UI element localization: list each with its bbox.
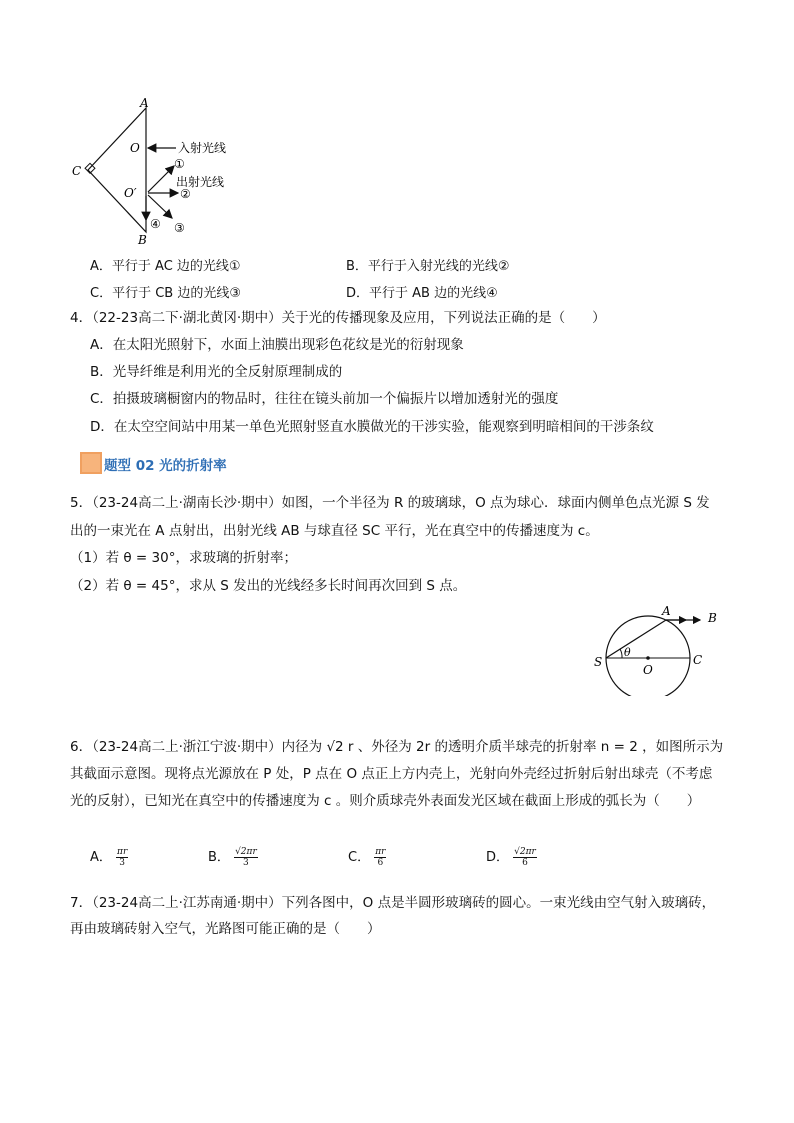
q7-line-2: 再由玻璃砖射入空气，光路图可能正确的是（ ） [70, 921, 381, 937]
ray-1 [148, 166, 174, 192]
prism-triangle [88, 108, 146, 232]
q4-option-a[interactable]: A．在太阳光照射下，水面上油膜出现彩色花纹是光的衍射现象 [90, 337, 464, 353]
fraction: $\frac{\pi r}{6}$ [375, 847, 386, 868]
q4-option-b[interactable]: B．光导纤维是利用光的全反射原理制成的 [90, 364, 343, 380]
q6-answer-a[interactable]: A． $\frac{\pi r}{3}$ [90, 847, 128, 868]
fraction: $\frac{√2\pi r}{3}$ [235, 847, 257, 868]
q5-part-1: （1）若 θ = 30°，求玻璃的折射率； [70, 550, 297, 566]
label-C: C [72, 164, 82, 178]
label-3: ③ [174, 221, 185, 235]
glass-sphere-diagram [590, 604, 730, 696]
q3-option-d[interactable]: D．平行于 AB 边的光线④ [346, 286, 498, 301]
exit-label: 出射光线 [176, 175, 225, 189]
q6-answer-c[interactable]: C． $\frac{\pi r}{6}$ [348, 847, 386, 868]
q4-option-d[interactable]: D．在太空空间站中用某一单色光照射竖直水膜做光的干涉实验，能观察到明暗相间的干涉条纹 [90, 419, 654, 435]
label-B: B [138, 233, 147, 247]
sphere-circle [606, 616, 690, 696]
theta-arc [620, 649, 622, 658]
q6-line-1: 6．（23-24高二上·浙江宁波·期中）内径为 √2 r 、外径为 2r 的透明介质半球壳的折射率 n = 2 ，如图所示为 [70, 739, 724, 755]
section-title: 题型 02 光的折射率 [104, 458, 227, 474]
q6-answer-b[interactable]: B． $\frac{√2\pi r}{3}$ [208, 847, 257, 868]
q6-line-2: 其截面示意图。现将点光源放在 P 处，P 点在 O 点正上方内壳上，光射向外壳经过折射后射出球壳（不考虑 [70, 766, 713, 782]
ray-3 [148, 195, 172, 218]
label-O: O [643, 663, 653, 677]
section-header [80, 452, 280, 474]
fraction: $\frac{\pi r}{3}$ [117, 847, 128, 868]
label-A: A [140, 96, 149, 110]
q4-option-c[interactable]: C．拍摄玻璃橱窗内的物品时，往往在镜头前加一个偏振片以增加透射光的强度 [90, 391, 559, 407]
q3-option-a[interactable]: A．平行于 AC 边的光线① [90, 259, 241, 274]
q3-option-c[interactable]: C．平行于 CB 边的光线③ [90, 286, 241, 301]
label-2: ② [180, 187, 191, 201]
center-point [646, 656, 650, 660]
label-C: C [693, 653, 703, 667]
q5-line-1: 5．（23-24高二上·湖南长沙·期中）如图，一个半径为 R 的玻璃球，O 点为球心．球面内侧单色点光源 S 发 [70, 495, 710, 511]
prism-ray-diagram [66, 96, 256, 248]
q6-answer-d[interactable]: D． $\frac{√2\pi r}{6}$ [486, 847, 536, 868]
label-O: O [130, 141, 140, 155]
label-A: A [662, 604, 671, 618]
label-1: ① [174, 157, 185, 171]
q6-line-3: 光的反射），已知光在真空中的传播速度为 c 。则介质球壳外表面发光区域在截面上形成的弧长为（ ） [70, 793, 701, 809]
label-S: S [594, 655, 603, 669]
label-4: ④ [150, 217, 161, 231]
q4-stem: 4．（22-23高二下·湖北黄冈·期中）关于光的传播现象及应用，下列说法正确的是（ ） [70, 310, 606, 326]
label-B: B [708, 611, 717, 625]
label-O-prime: O′ [124, 186, 137, 200]
q7-line-1: 7．（23-24高二上·江苏南通·期中）下列各图中，O 点是半圆形玻璃砖的圆心。一束光线由空气射入玻璃砖， [70, 895, 716, 911]
q5-part-2: （2）若 θ = 45°，求从 S 发出的光线经多长时间再次回到 S 点。 [70, 578, 467, 594]
incident-label: 入射光线 [178, 141, 227, 155]
label-theta: θ [624, 646, 631, 659]
ray-SA [606, 620, 666, 658]
q5-line-2: 出的一束光在 A 点射出，出射光线 AB 与球直径 SC 平行，光在真空中的传播速度为 c。 [70, 523, 599, 539]
fraction: $\frac{√2\pi r}{6}$ [514, 847, 536, 868]
q3-option-b[interactable]: B．平行于入射光线的光线② [346, 259, 510, 274]
